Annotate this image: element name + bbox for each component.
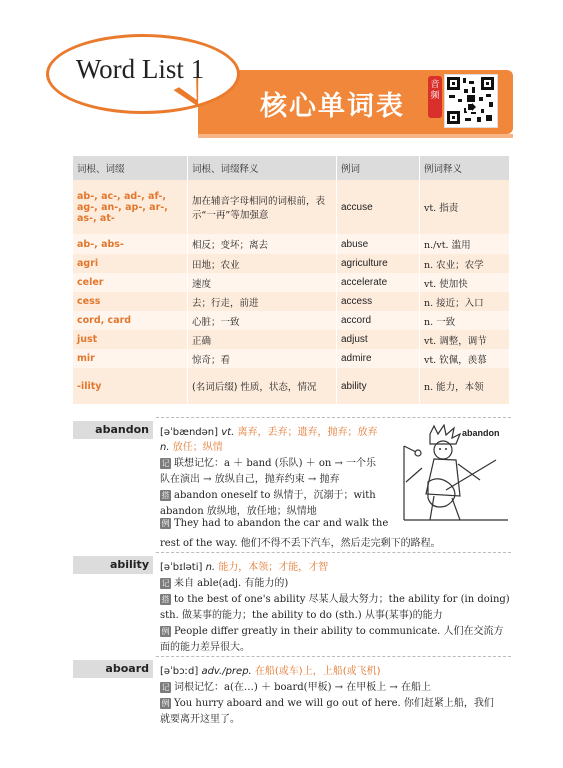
col-header-ex-meaning: 例词释义: [420, 156, 510, 180]
table-row: [73, 273, 510, 292]
entry-divider: [156, 417, 511, 418]
meaning-cell: 加在辅音字母相同的词根前，表示“一再”等加强意: [188, 180, 337, 234]
example-meaning-cell: vt. 钦佩，羡慕: [420, 349, 510, 368]
memory-tip: [160, 574, 288, 589]
part-of-speech: vt.: [221, 427, 235, 438]
pronunciation: [əˈbɔːd]: [160, 666, 199, 677]
entry-divider: [156, 656, 511, 657]
table-row: [73, 180, 510, 234]
audio-tag: 音频: [428, 76, 442, 118]
memory-text: 词根记忆：a(在…) ＋ board(甲板) → 在甲板上 → 在船上: [174, 682, 431, 693]
root-cell: mir: [73, 349, 188, 368]
col-header-root: 词根、词缀: [73, 156, 188, 180]
example-cell: admire: [337, 349, 420, 368]
section-title: 核心单词表: [260, 91, 405, 122]
example-badge: 例: [161, 699, 170, 708]
example-badge: 例: [161, 519, 170, 528]
word-list-title: Word List 1: [75, 54, 205, 84]
table-row: [73, 292, 510, 311]
part-of-speech: adv./prep.: [201, 666, 252, 677]
meaning-cell: 心脏；一致: [188, 311, 337, 330]
example-cont: rest of the way. 他们不得不丢下汽车，然后走完剩下的路程。: [160, 538, 441, 549]
definition-line-2: [160, 438, 223, 453]
example-meaning-cell: n. 一致: [420, 311, 510, 330]
definition-line: [160, 662, 381, 677]
illustration-label: abandon: [462, 428, 500, 438]
meaning-cell: 惊奇；看: [188, 349, 337, 368]
example-meaning-cell: vt. 指责: [420, 180, 510, 234]
part-of-speech: n.: [205, 562, 216, 573]
memory-tip: [160, 454, 376, 469]
example-cell: abuse: [337, 234, 420, 254]
memory-badge: 记: [161, 683, 170, 692]
example-meaning-cell: n. 农业；农学: [420, 254, 510, 273]
example-cell: accuse: [337, 180, 420, 234]
example-cont: 就要离开这里了。: [160, 714, 240, 725]
entry-divider: [156, 552, 511, 553]
root-cell: ab-, abs-: [73, 234, 188, 254]
root-cell: celer: [73, 273, 188, 292]
table-row: [73, 330, 510, 349]
collocation-text: to the best of one's ability 尽某人最大努力；the ability for (in doing): [174, 594, 510, 605]
example-text: You hurry aboard and we will go out of here. 你们赶紧上船，我们: [174, 698, 494, 709]
table-header-row: [73, 156, 510, 180]
part-of-speech: n.: [160, 442, 170, 453]
col-header-meaning: 词根、词缀释义: [188, 156, 337, 180]
root-cell: ab-, ac-, ad-, af-, ag-, an-, ap-, ar-, as-, at-: [73, 180, 188, 234]
example-cell: access: [337, 292, 420, 311]
table-row: [73, 254, 510, 273]
collocation-badge: 搭: [161, 595, 170, 604]
memory-tip-cont: 队在演出 → 放纵自己，抛弃约束 → 抛弃: [160, 474, 340, 485]
meaning-cell: 田地；农业: [188, 254, 337, 273]
example-meaning-cell: vt. 使加快: [420, 273, 510, 292]
definition-line: [160, 558, 328, 573]
table-row: [73, 349, 510, 368]
example-cell: agriculture: [337, 254, 420, 273]
collocation-cont: sth. 做某事的能力；the ability to do (sth.) 从事(某事)的能力: [160, 610, 443, 621]
headword-aboard: aboard: [73, 660, 153, 678]
definition: 在船(或车)上，上船(或飞机): [254, 666, 381, 677]
pronunciation: [əˈbɪləti]: [160, 562, 203, 573]
meaning-cell: (名词后缀) 性质，状态，情况: [188, 368, 337, 404]
example-meaning-cell: n. 接近；入口: [420, 292, 510, 311]
example-cell: accelerate: [337, 273, 420, 292]
example: [160, 518, 388, 529]
collocation: [160, 590, 510, 605]
headword-abandon: abandon: [73, 421, 153, 439]
example-meaning-cell: n. 能力，本领: [420, 368, 510, 404]
root-cell: cess: [73, 292, 188, 311]
col-header-example: 例词: [337, 156, 420, 180]
example-badge: 例: [161, 627, 170, 636]
collocation: [160, 486, 376, 501]
example-text: They had to abandon the car and walk the: [174, 518, 389, 529]
root-cell: just: [73, 330, 188, 349]
meaning-cell: 相反；变坏；离去: [188, 234, 337, 254]
collocation-badge: 搭: [161, 491, 170, 500]
memory-badge: 记: [161, 579, 170, 588]
example-cont: 面的能力差异很大。: [160, 642, 250, 653]
root-cell: -ility: [73, 368, 188, 404]
meaning-cell: 正确: [188, 330, 337, 349]
definition: 能力，本领；才能，才智: [218, 562, 329, 573]
table-row: [73, 311, 510, 330]
example-meaning-cell: vt. 调整，调节: [420, 330, 510, 349]
pronunciation: [əˈbændən]: [160, 427, 219, 438]
guitarist-illustration: [400, 424, 512, 522]
meaning-cell: 速度: [188, 273, 337, 292]
definition: 离弃，丢弃；遗弃，抛弃；放弃: [237, 427, 378, 438]
example-text: People differ greatly in their ability to communicate. 人们在交流方: [174, 626, 504, 637]
example: [160, 622, 504, 637]
memory-badge: 记: [161, 459, 170, 468]
memory-text: 来自 able(adj. 有能力的): [174, 578, 289, 589]
example-cell: accord: [337, 311, 420, 330]
table-row: [73, 234, 510, 254]
example-meaning-cell: n./vt. 滥用: [420, 234, 510, 254]
memory-text: 联想记忆：a ＋ band (乐队) ＋ on → 一个乐: [174, 458, 377, 469]
meaning-cell: 去；行走，前进: [188, 292, 337, 311]
root-cell: cord, card: [73, 311, 188, 330]
roots-table: [73, 156, 510, 404]
collocation-text: abandon oneself to 纵情于，沉溺于；with: [174, 490, 376, 501]
root-cell: agri: [73, 254, 188, 273]
qr-code-icon[interactable]: [444, 74, 498, 128]
example: [160, 694, 494, 709]
table-row: [73, 368, 510, 404]
page-header: [0, 0, 563, 150]
example-cell: ability: [337, 368, 420, 404]
example-cell: adjust: [337, 330, 420, 349]
headword-ability: ability: [73, 556, 153, 574]
definition: 放任；纵情: [172, 442, 223, 453]
definition-line: [160, 423, 377, 438]
memory-tip: [160, 678, 431, 693]
collocation-cont: abandon 放纵地，放任地；纵情地: [160, 506, 317, 517]
